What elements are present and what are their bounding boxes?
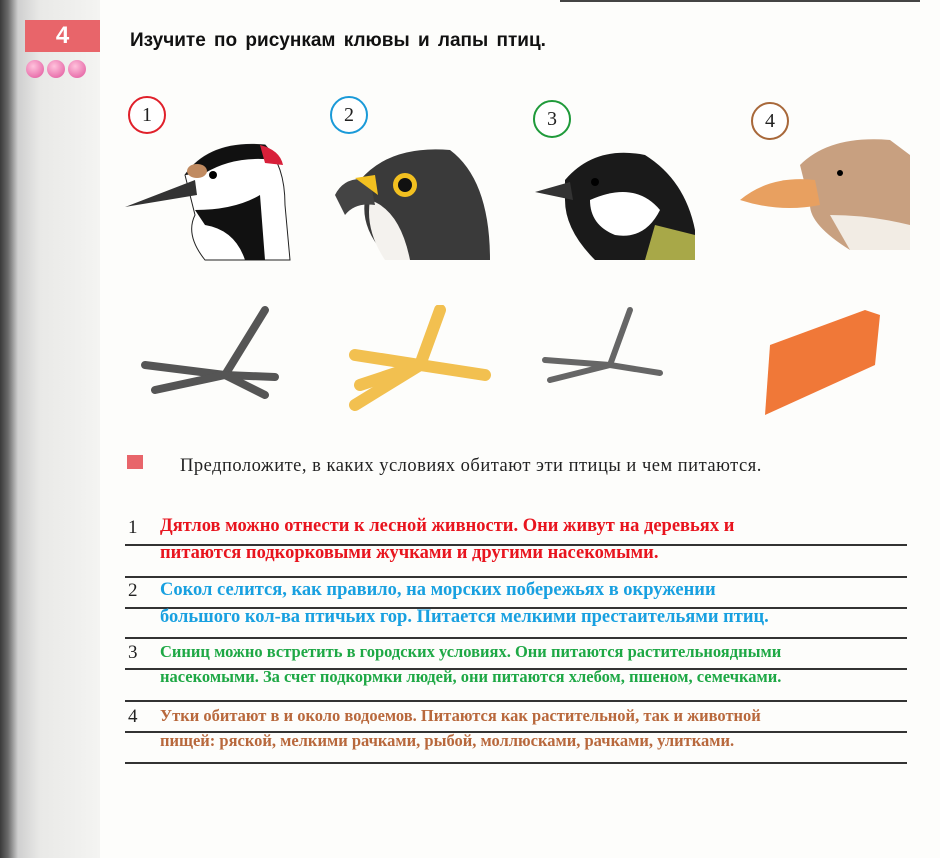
tit-foot-illustration: [535, 305, 670, 395]
falcon-foot-illustration: [335, 305, 500, 415]
top-rule: [560, 0, 920, 2]
difficulty-dots: [26, 60, 86, 78]
answer-line: [125, 700, 907, 702]
answer-1-line-1: Дятлов можно отнести к лесной живности. Они живут на деревьях и: [160, 516, 735, 536]
question-prompt: Предположите, в каких условиях обитают эти птицы и чем питаются.: [180, 456, 762, 476]
bird-number-4: 4: [751, 102, 789, 140]
woodpecker-head-illustration: [125, 135, 295, 265]
task-number-badge: 4: [25, 20, 100, 52]
answer-number-2: 2: [128, 580, 138, 601]
duck-foot-illustration: [755, 305, 890, 430]
dot: [68, 60, 86, 78]
woodpecker-foot-illustration: [125, 305, 295, 410]
falcon-head-illustration: [330, 140, 495, 265]
answer-number-4: 4: [128, 706, 138, 727]
answer-line: [125, 762, 907, 764]
page-margin: [0, 0, 100, 858]
answer-4-line-2: пищей: ряской, мелкими рачками, рыбой, моллюсками, рачками, улитками.: [160, 731, 735, 750]
bird-number-3: 3: [533, 100, 571, 138]
answer-number-1: 1: [128, 517, 138, 538]
bird-number-2: 2: [330, 96, 368, 134]
answer-2-line-1: Сокол селится, как правило, на морских побережьях в окружении: [160, 580, 716, 600]
task-title: Изучите по рисункам клювы и лапы птиц.: [130, 30, 546, 51]
dot: [47, 60, 65, 78]
tit-head-illustration: [535, 140, 700, 265]
answer-3-line-1: Синиц можно встретить в городских условиях. Они питаются растительноядными: [160, 642, 782, 661]
answer-4-line-1: Утки обитают в и около водоемов. Питаются как растительной, так и животной: [160, 706, 761, 725]
dot: [26, 60, 44, 78]
answer-1-line-2: питаются подкорковыми жучками и другими насекомыми.: [160, 543, 659, 563]
answer-number-3: 3: [128, 642, 138, 663]
answer-2-line-2: большого кол-ва птичьих гор. Питается мелкими престаительями птиц.: [160, 607, 769, 627]
bird-number-1: 1: [128, 96, 166, 134]
duck-head-illustration: [740, 135, 910, 255]
answer-3-line-2: насекомыми. За счет подкормки людей, они питаются хлебом, пшеном, семечками.: [160, 667, 782, 686]
